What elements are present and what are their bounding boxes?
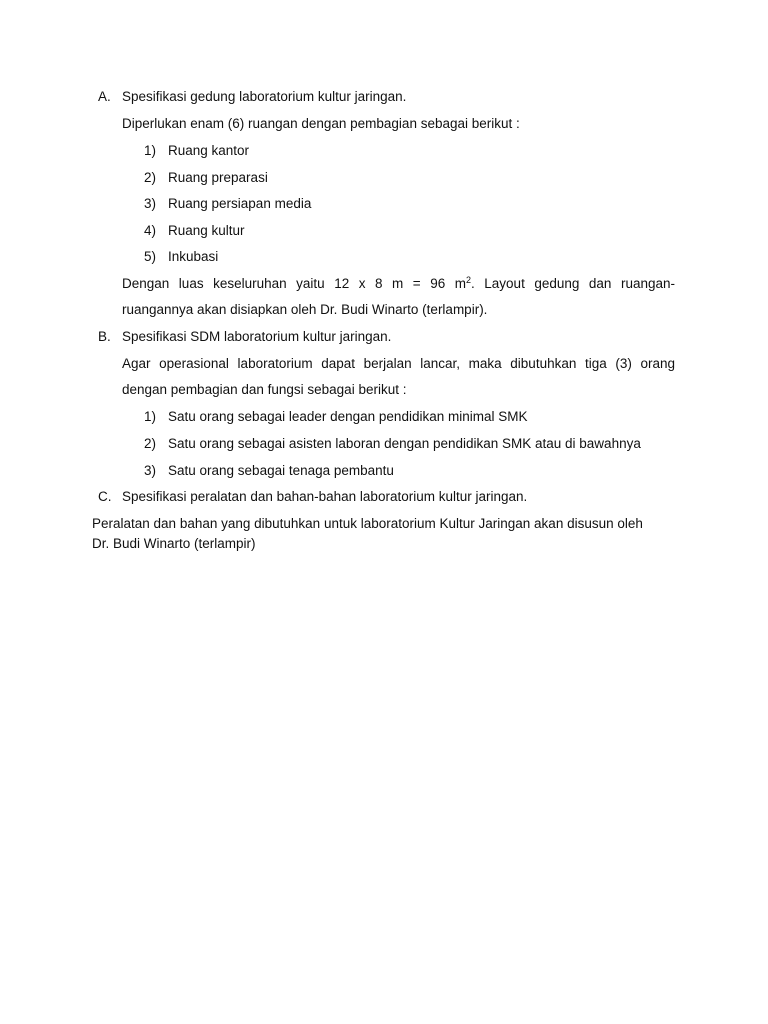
list-item-number: 4) [144,223,157,238]
section-c-marker: C. [98,489,112,504]
closing-paragraph-cont: Dr. Budi Winarto (terlampir) [92,536,256,551]
list-item: Satu orang sebagai leader dengan pendidikan minimal SMK [168,409,528,424]
section-c-heading: Spesifikasi peralatan dan bahan-bahan laboratorium kultur jaringan. [122,489,528,504]
list-item: Satu orang sebagai tenaga pembantu [168,463,394,478]
list-item-number: 1) [144,143,157,158]
section-b-marker: B. [98,329,111,344]
list-item: Ruang preparasi [168,170,268,185]
section-a-marker: A. [98,89,111,104]
list-item-number: 5) [144,249,157,264]
section-a-area-text-cont: ruangannya akan disiapkan oleh Dr. Budi Winarto (terlampir). [122,302,488,317]
section-a-heading: Spesifikasi gedung laboratorium kultur jaringan. [122,89,407,104]
list-item: Ruang kantor [168,143,250,158]
closing-paragraph: Peralatan dan bahan yang dibutuhkan untuk laboratorium Kultur Jaringan akan disusun oleh [92,516,643,531]
area-text-part: . Layout gedung dan ruangan- [471,276,675,291]
list-item-number: 3) [144,463,157,478]
list-item: Satu orang sebagai asisten laboran dengan pendidikan SMK atau di bawahnya [168,436,641,451]
list-item: Ruang persiapan media [168,196,312,211]
list-item-number: 2) [144,436,157,451]
list-item-number: 2) [144,170,157,185]
section-a-area-text [122,275,675,293]
section-b-heading: Spesifikasi SDM laboratorium kultur jaringan. [122,329,392,344]
area-superscript: 2 [466,275,472,285]
area-text-part: Dengan luas keseluruhan yaitu 12 x 8 m = 96 m [122,276,466,291]
list-item: Inkubasi [168,249,219,264]
section-b-intro: Agar operasional laboratorium dapat berjalan lancar, maka dibutuhkan tiga (3) orang [122,356,675,371]
list-item-number: 3) [144,196,157,211]
list-item-number: 1) [144,409,157,424]
section-b-intro-cont: dengan pembagian dan fungsi sebagai berikut : [122,382,407,397]
section-a-intro: Diperlukan enam (6) ruangan dengan pembagian sebagai berikut : [122,116,520,131]
list-item: Ruang kultur [168,223,245,238]
